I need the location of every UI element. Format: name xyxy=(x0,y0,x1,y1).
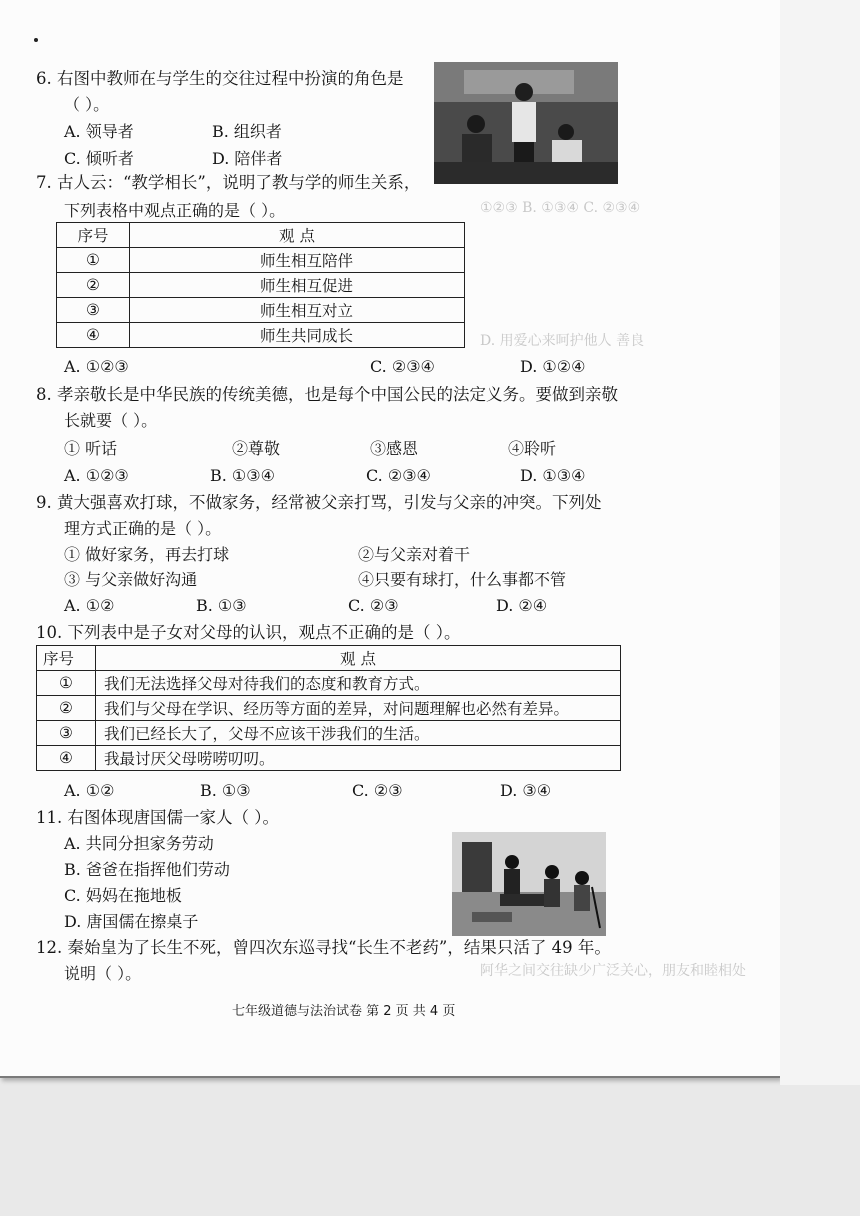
q9-item-1: ① 做好家务，再去打球 xyxy=(64,545,230,564)
bleed-through-text: ①②③ B. ①③④ C. ②③④ xyxy=(480,200,641,216)
q7-stem-line1: 7. 古人云：“教学相长”，说明了教与学的师生关系， xyxy=(36,173,421,192)
q9-stem-line1: 9. 黄大强喜欢打球，不做家务，经常被父亲打骂，引发与父亲的冲突。下列处 xyxy=(36,493,602,512)
table-row xyxy=(37,721,621,746)
page-footer: 七年级道德与法治试卷 第 2 页 共 4 页 xyxy=(232,1004,456,1019)
q6-option-b: B. 组织者 xyxy=(212,122,282,141)
table-header-viewpoint: 观 点 xyxy=(96,646,621,671)
q8-item-3: ③感恩 xyxy=(370,439,419,458)
table-header-number: 序号 xyxy=(37,646,96,671)
q8-option-a: A. ①②③ xyxy=(64,466,129,485)
scan-margin xyxy=(780,0,860,1085)
table-row xyxy=(37,671,621,696)
q7-option-c: C. ②③④ xyxy=(370,357,435,376)
row-number: ② xyxy=(37,696,96,721)
q8-item-4: ④聆听 xyxy=(508,439,557,458)
table-header-number: 序号 xyxy=(57,223,130,248)
q6-option-d: D. 陪伴者 xyxy=(212,149,283,168)
q8-item-2: ②尊敬 xyxy=(232,439,281,458)
row-viewpoint: 师生相互陪伴 xyxy=(130,248,465,273)
table-row xyxy=(37,746,621,771)
row-number: ③ xyxy=(37,721,96,746)
q8-option-c: C. ②③④ xyxy=(366,466,431,485)
row-number: ④ xyxy=(37,746,96,771)
row-viewpoint: 师生相互促进 xyxy=(130,273,465,298)
speck xyxy=(34,38,38,42)
q12-stem-line2: 说明（ ）。 xyxy=(64,964,142,983)
row-viewpoint: 我们已经长大了，父母不应该干涉我们的生活。 xyxy=(96,721,621,746)
table-row xyxy=(57,273,465,298)
row-number: ② xyxy=(57,273,130,298)
q8-item-1: ① 听话 xyxy=(64,439,118,458)
q6-option-c: C. 倾听者 xyxy=(64,149,134,168)
row-number: ① xyxy=(57,248,130,273)
q10-option-a: A. ①② xyxy=(64,781,115,800)
q7-option-d: D. ①②④ xyxy=(520,357,586,376)
q6-option-a: A. 领导者 xyxy=(64,122,134,141)
q11-option-a: A. 共同分担家务劳动 xyxy=(64,834,214,853)
q9-option-d: D. ②④ xyxy=(496,596,548,615)
q12-stem-line1: 12. 秦始皇为了长生不死，曾四次东巡寻找“长生不老药”，结果只活了 49 年。 xyxy=(36,938,611,957)
q8-option-b: B. ①③④ xyxy=(210,466,275,485)
row-number: ④ xyxy=(57,323,130,348)
table-header-row xyxy=(57,223,465,248)
q11-option-d: D. 唐国儒在擦桌子 xyxy=(64,912,199,931)
q6-stem: 6. 右图中教师在与学生的交往过程中扮演的角色是 xyxy=(36,69,404,88)
q9-item-4: ④只要有球打，什么事都不管 xyxy=(358,570,567,589)
q10-stem: 10. 下列表中是子女对父母的认识，观点不正确的是（ ）。 xyxy=(36,623,461,642)
q9-item-2: ②与父亲对着干 xyxy=(358,545,471,564)
q9-option-c: C. ②③ xyxy=(348,596,399,615)
q10-option-c: C. ②③ xyxy=(352,781,403,800)
bleed-through-text: D. 用爱心来呵护他人 善良 xyxy=(480,333,645,349)
row-number: ① xyxy=(37,671,96,696)
row-viewpoint: 师生相互对立 xyxy=(130,298,465,323)
q11-family-chores-illustration xyxy=(452,832,606,936)
q9-option-b: B. ①③ xyxy=(196,596,247,615)
q7-stem-line2: 下列表格中观点正确的是（ ）。 xyxy=(64,201,286,220)
q11-stem: 11. 右图体现唐国儒一家人（ ）。 xyxy=(36,808,279,827)
q10-option-b: B. ①③ xyxy=(200,781,251,800)
row-viewpoint: 我最讨厌父母唠唠叨叨。 xyxy=(96,746,621,771)
q7-table xyxy=(56,222,465,348)
q10-table xyxy=(36,645,621,771)
table-row xyxy=(57,323,465,348)
q8-option-d: D. ①③④ xyxy=(520,466,586,485)
row-viewpoint: 师生共同成长 xyxy=(130,323,465,348)
row-number: ③ xyxy=(57,298,130,323)
row-viewpoint: 我们与父母在学识、经历等方面的差异，对问题理解也必然有差异。 xyxy=(96,696,621,721)
q9-item-3: ③ 与父亲做好沟通 xyxy=(64,570,198,589)
q11-option-b: B. 爸爸在指挥他们劳动 xyxy=(64,860,230,879)
bleed-through-text: 阿华之间交往缺少广泛关心，朋友和睦相处 xyxy=(480,963,746,979)
q11-option-c: C. 妈妈在拖地板 xyxy=(64,886,182,905)
table-header-viewpoint: 观 点 xyxy=(130,223,465,248)
q9-stem-line2: 理方式正确的是（ ）。 xyxy=(64,519,222,538)
table-header-row xyxy=(37,646,621,671)
q10-option-d: D. ③④ xyxy=(500,781,552,800)
table-row xyxy=(57,298,465,323)
q6-teacher-students-photo xyxy=(434,62,618,184)
table-row xyxy=(57,248,465,273)
q8-stem-line2: 长就要（ ）。 xyxy=(64,411,158,430)
q8-stem-line1: 8. 孝亲敬长是中华民族的传统美德，也是每个中国公民的法定义务。要做到亲敬 xyxy=(36,385,618,404)
q6-paren: （ ）。 xyxy=(64,95,110,114)
q9-option-a: A. ①② xyxy=(64,596,115,615)
table-row xyxy=(37,696,621,721)
q7-option-a: A. ①②③ xyxy=(64,357,129,376)
row-viewpoint: 我们无法选择父母对待我们的态度和教育方式。 xyxy=(96,671,621,696)
